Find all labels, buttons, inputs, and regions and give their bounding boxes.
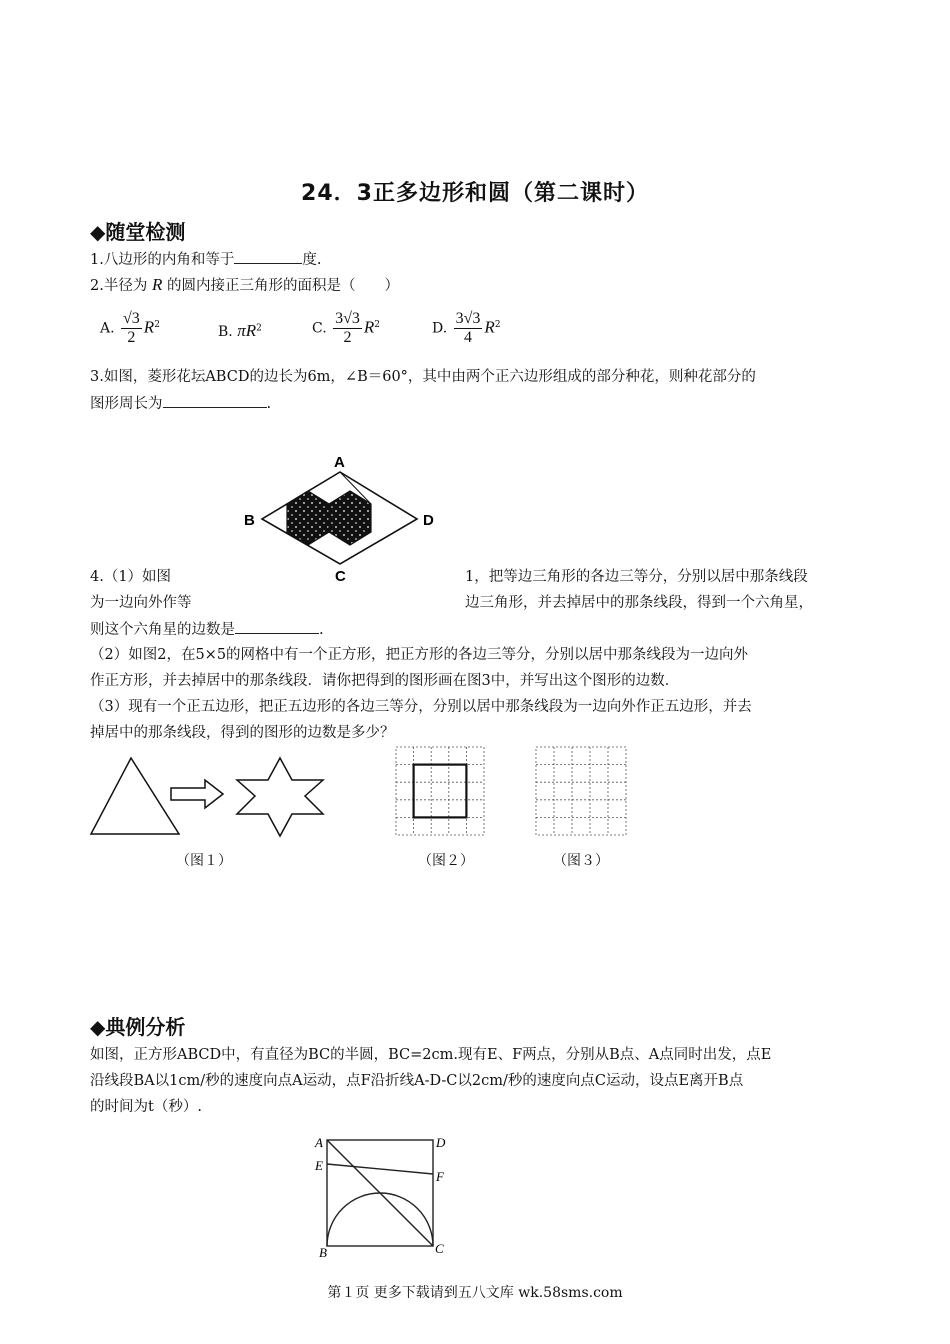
question-4-p4: （2）如图2，在5×5的网格中有一个正方形，把正方形的各边三等分，分别以居中那条线段为一边向外 <box>90 647 749 663</box>
option-d-num: 3√3 <box>455 310 481 327</box>
question-4-p3-text: 则这个六角星的边数是 <box>90 622 235 638</box>
question-4-p2-left: 为一边向外作等 <box>90 595 192 611</box>
section-heading-quiz: ◆随堂检测 <box>90 220 186 244</box>
figure-3-grid <box>534 745 628 837</box>
option-a-num: √3 <box>123 310 140 327</box>
question-2 <box>90 275 399 296</box>
question-2-options <box>100 310 560 360</box>
label-c: C <box>335 568 346 585</box>
answer-blank-3 <box>163 393 267 408</box>
hexagon-right <box>329 491 371 545</box>
option-a <box>100 310 160 347</box>
option-b-label: B. <box>218 324 233 340</box>
page-title: 24．3正多边形和圆（第二课时） <box>301 181 649 206</box>
question-4-p7: 掉居中的那条线段，得到的图形的边数是多少？ <box>90 725 395 741</box>
label-b: B <box>244 512 255 529</box>
question-4-p2-right: 边三角形，并去掉居中的那条线段，得到一个六角星， <box>465 595 813 611</box>
caption-figure-3: （图３） <box>553 853 609 869</box>
label-e: E <box>315 1158 323 1173</box>
option-c-label: C. <box>312 320 327 337</box>
example-line3: 的时间为t（秒）. <box>90 1099 202 1115</box>
question-2-var: R <box>151 275 163 294</box>
diagonal-ac <box>327 1140 433 1246</box>
option-c-fraction <box>333 310 362 347</box>
label-a: A <box>334 454 345 471</box>
option-c-num: 3√3 <box>335 310 360 327</box>
question-3-line1: 3.如图，菱形花坛ABCD的边长为6m，∠B＝60°，其中由两个正六边形组成的部分种花，则种花部分的 <box>90 369 756 385</box>
label-c: C <box>435 1241 444 1256</box>
page-footer: 第１页 更多下载请到五八文库 wk.58sms.com <box>327 1285 623 1301</box>
option-d-fraction <box>454 310 483 347</box>
option-a-fraction <box>121 310 142 347</box>
question-4-p1-right: 1，把等边三角形的各边三等分，分别以居中那条线段 <box>465 569 808 585</box>
option-c-sq: 2 <box>374 319 381 330</box>
rhombus-figure <box>230 445 460 585</box>
option-c-den: 2 <box>343 329 352 346</box>
option-d-den: 4 <box>464 329 473 346</box>
semicircle-bc <box>327 1193 433 1246</box>
label-b: B <box>319 1245 327 1260</box>
question-4-p6: （3）现有一个正五边形，把正五边形的各边三等分，分别以居中那条线段为一边向外作正五边形，并去 <box>90 699 752 715</box>
option-a-sq: 2 <box>154 319 160 330</box>
caption-figure-1: （图１） <box>176 853 232 869</box>
square-semicircle-figure <box>305 1130 455 1260</box>
label-f: F <box>436 1169 444 1184</box>
arrow-right-icon <box>171 780 223 808</box>
option-d-label: D. <box>432 320 448 337</box>
option-b-expr: πR <box>237 321 257 340</box>
question-4-p1-left: 4.（1）如图 <box>90 569 172 585</box>
question-3-line2-text: 图形周长为 <box>90 396 163 412</box>
question-2-text-a: 2.半径为 <box>90 278 148 294</box>
triangle-shape <box>91 758 179 834</box>
six-point-star-shape <box>237 758 323 836</box>
option-a-label: A. <box>100 320 115 337</box>
example-line1: 如图，正方形ABCD中，有直径为BC的半圆，BC=2cm.现有E、F两点，分别从B点、A点同时出发，点E <box>90 1047 772 1063</box>
label-d: D <box>436 1135 446 1150</box>
figure-1-drawing <box>85 750 335 842</box>
option-b <box>218 321 262 341</box>
label-d: D <box>423 512 434 529</box>
question-4-p5: 作正方形，并去掉居中的那条线段．请你把得到的图形画在图3中，并写出这个图形的边数． <box>90 673 680 689</box>
option-c <box>312 310 380 347</box>
figure-2-grid <box>394 745 486 837</box>
question-1-suffix: 度. <box>302 252 322 268</box>
grid-square <box>414 765 467 818</box>
answer-blank-1 <box>234 249 302 264</box>
question-1 <box>90 249 321 270</box>
option-a-den: 2 <box>127 329 136 346</box>
caption-figure-2: （图２） <box>418 853 474 869</box>
option-b-sq: 2 <box>256 323 262 334</box>
option-d-r: R <box>484 317 495 337</box>
option-d <box>432 310 501 347</box>
label-a: A <box>315 1135 323 1150</box>
question-4-p3: 则这个六角星的边数是 . <box>90 619 324 640</box>
question-1-text: 1.八边形的内角和等于 <box>90 252 235 268</box>
example-line2: 沿线段BA以1cm/秒的速度向点A运动，点F沿折线A-D-C以2cm/秒的速度向点C运动，设点E离开B点 <box>90 1073 744 1089</box>
option-d-sq: 2 <box>494 319 501 330</box>
answer-blank-4 <box>235 619 319 634</box>
question-2-text-b: 的圆内接正三角形的面积是（ ） <box>166 278 399 294</box>
question-3-line2: 图形周长为 . <box>90 393 271 414</box>
section-heading-example: ◆典例分析 <box>90 1015 186 1039</box>
segment-ef <box>327 1164 433 1174</box>
option-a-r: R <box>143 317 155 337</box>
option-c-r: R <box>363 317 375 337</box>
